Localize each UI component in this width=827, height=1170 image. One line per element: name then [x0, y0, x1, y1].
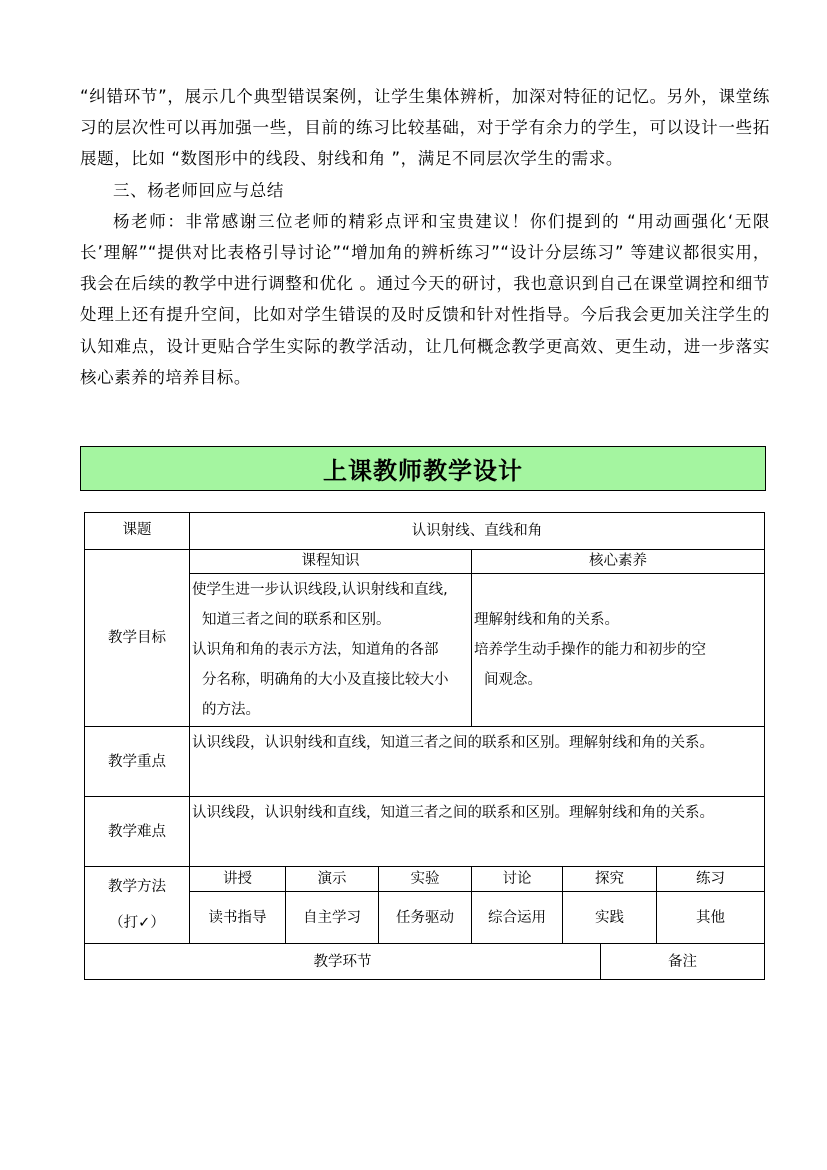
topic-row — [85, 513, 765, 550]
method-option[interactable]: 讲授 — [190, 867, 286, 892]
key-points-text: 认识线段，认识射线和直线，知道三者之间的联系和区别。理解射线和角的关系。 — [190, 727, 765, 797]
method-option[interactable]: 实践 — [563, 892, 657, 944]
methods-label-line2: （打✓） — [109, 915, 165, 931]
process-header: 教学环节 — [85, 944, 601, 980]
topic-value: 认识射线、直线和角 — [190, 513, 765, 550]
difficulties-text: 认识线段，认识射线和直线，知道三者之间的联系和区别。理解射线和角的关系。 — [190, 797, 765, 867]
methods-row-1 — [85, 867, 765, 892]
method-option[interactable]: 综合运用 — [472, 892, 563, 944]
difficulties-label: 教学难点 — [85, 797, 190, 867]
goals-label: 教学目标 — [85, 550, 190, 727]
methods-label — [85, 867, 190, 944]
literacy-header: 核心素养 — [472, 550, 765, 574]
knowledge-header: 课程知识 — [190, 550, 472, 574]
method-option[interactable]: 任务驱动 — [379, 892, 472, 944]
topic-label: 课题 — [85, 513, 190, 550]
method-option[interactable]: 探究 — [563, 867, 657, 892]
goals-header-row — [85, 550, 765, 574]
method-option[interactable]: 讨论 — [472, 867, 563, 892]
knowledge-goals — [190, 574, 472, 727]
section-banner — [80, 446, 766, 491]
paragraph-response: 杨老师：非常感谢三位老师的精彩点评和宝贵建议！你们提到的 “用动画强化‘无限长’理解”“提供对比表格引导讨论”“增加角的辨析练习”“设计分层练习” 等建议都很实用，我会在后续的教学中进行调整和优化 。通过今天的研讨，我也意识到自己在课堂调控和细节处理上还有提升空间，比如对学生错误的及时反馈和针对性指导。今后我会更加关注学生的认知难点，设计更贴合学生实际的教学活动，让几何概念教学更高效、更生动，进一步落实核心素养的培养目标。 — [80, 211, 770, 387]
method-option[interactable]: 实验 — [379, 867, 472, 892]
key-points-row — [85, 727, 765, 797]
method-option[interactable]: 读书指导 — [190, 892, 286, 944]
knowledge-line: 认识角和角的表示方法，知道角的各部 — [192, 642, 439, 658]
knowledge-line: 的方法。 — [202, 702, 260, 718]
literacy-goals — [472, 574, 765, 727]
knowledge-line: 分名称，明确角的大小及直接比较大小 — [202, 672, 449, 688]
section-heading: 三、杨老师回应与总结 — [113, 180, 284, 200]
knowledge-line: 使学生进一步认识线段,认识射线和直线, — [192, 582, 448, 598]
method-option[interactable]: 练习 — [657, 867, 765, 892]
knowledge-line: 知道三者之间的联系和区别。 — [202, 612, 391, 628]
methods-label-line1: 教学方法 — [108, 879, 166, 895]
review-prose — [80, 81, 770, 393]
difficulties-row — [85, 797, 765, 867]
literacy-line: 间观念。 — [484, 672, 542, 688]
literacy-line: 培养学生动手操作的能力和初步的空 — [474, 642, 706, 658]
notes-header: 备注 — [601, 944, 765, 980]
paragraph-suggestions: “纠错环节”，展示几个典型错误案例，让学生集体辨析，加深对特征的记忆。另外，课堂练习的层次性可以再加强一些，目前的练习比较基础，对于学有余力的学生，可以设计一些拓展题，比如 “数图形中的线段、射线和角 ”，满足不同层次学生的需求。 — [80, 87, 770, 169]
method-option[interactable]: 其他 — [657, 892, 765, 944]
literacy-line: 理解射线和角的关系。 — [474, 612, 619, 628]
method-option[interactable]: 演示 — [286, 867, 379, 892]
banner-title: 上课教师教学设计 — [323, 457, 523, 485]
method-option[interactable]: 自主学习 — [286, 892, 379, 944]
key-points-label: 教学重点 — [85, 727, 190, 797]
footer-row — [85, 944, 765, 980]
lesson-plan-table — [84, 512, 765, 980]
